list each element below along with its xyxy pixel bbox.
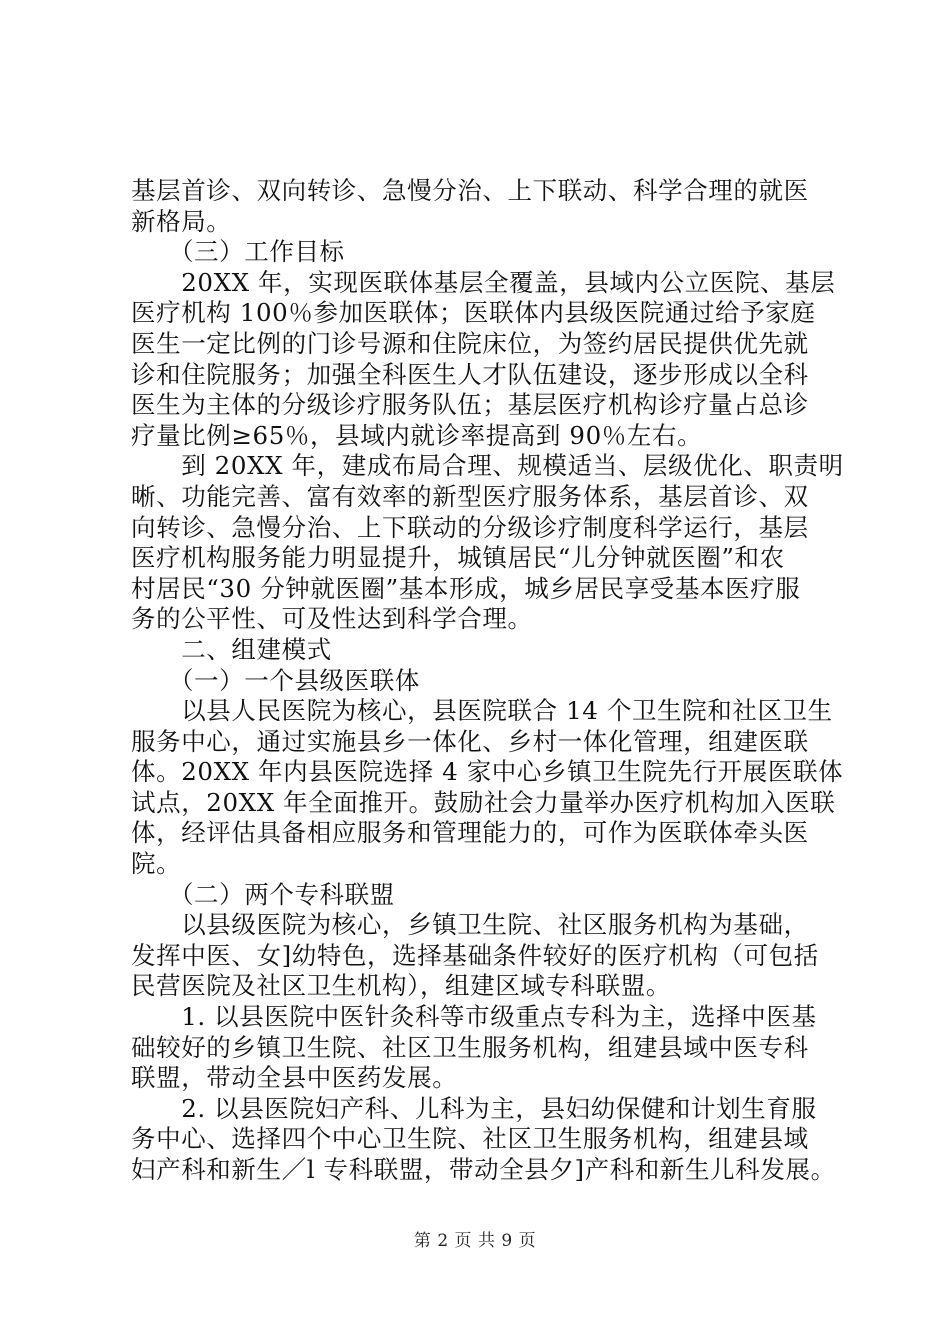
text-line: 到 20XX 年，建成布局合理、规模适当、层级优化、职责明 — [131, 451, 844, 481]
section-heading: 二、组建模式 — [131, 634, 332, 664]
text-line: 向转诊、急慢分治、上下联动的分级诊疗制度科学运行，基层 — [131, 512, 809, 542]
text-line: 体。20XX 年内县医院选择 4 家中心乡镇卫生院先行开展医联体 — [131, 757, 844, 787]
text-line: 妇产科和新生／l 专科联盟，带动全县夕]产科和新生儿科发展。 — [131, 1155, 836, 1184]
text-line: 村居民“30 分钟就医圈”基本形成，城乡居民享受基本医疗服 — [131, 573, 801, 603]
text-line: 以县人民医院为核心，县医院联合 14 个卫生院和社区卫生 — [131, 696, 833, 726]
text-line: 1. 以县医院中医针灸科等市级重点专科为主，选择中医基 — [131, 1002, 817, 1032]
text-line: 务中心、选择四个中心卫生院、社区卫生服务机构，组建县域 — [131, 1124, 809, 1154]
section-heading: （一）一个县级医联体 — [131, 665, 420, 695]
text-line: 新格局。 — [131, 206, 232, 236]
text-line: 联盟，带动全县中医药发展。 — [131, 1063, 458, 1093]
text-line: 医生一定比例的门诊号源和住院床位，为签约居民提供优先就 — [131, 328, 809, 358]
text-line: 发挥中医、女]幼特色，选择基础条件较好的医疗机构（可包括 — [131, 940, 819, 970]
text-line: 诊和住院服务；加强全科医生人才队伍建设，逐步形成以全科 — [131, 359, 809, 389]
text-line: 民营医院及社区卫生机构），组建区域专科联盟。 — [131, 971, 671, 1001]
section-heading: （三）工作目标 — [131, 237, 345, 267]
text-line: 院。 — [131, 849, 182, 879]
text-line: 晰、功能完善、富有效率的新型医疗服务体系，基层首诊、双 — [131, 481, 809, 511]
text-line: 2. 以县医院妇产科、儿科为主，县妇幼保健和计划生育服 — [131, 1093, 817, 1123]
body-text — [131, 176, 844, 1186]
text-line: 医疗机构 100％参加医联体；医联体内县级医院通过给予家庭 — [131, 298, 816, 328]
text-line: 疗量比例≥65％，县域内就诊率提高到 90％左右。 — [131, 420, 703, 450]
text-line: 体，经评估具备相应服务和管理能力的，可作为医联体牵头医 — [131, 818, 809, 848]
text-line: 务的公平性、可及性达到科学合理。 — [131, 604, 533, 634]
text-line: 医生为主体的分级诊疗服务队伍；基层医疗机构诊疗量占总诊 — [131, 390, 809, 420]
text-line: 础较好的乡镇卫生院、社区卫生服务机构，组建县域中医专科 — [131, 1032, 809, 1062]
text-line: 20XX 年，实现医联体基层全覆盖，县域内公立医院、基层 — [131, 267, 836, 297]
text-line: 以县级医院为核心，乡镇卫生院、社区服务机构为基础， — [131, 910, 809, 940]
section-heading: （二）两个专科联盟 — [131, 879, 395, 909]
text-line: 医疗机构服务能力明显提升，城镇居民“儿分钟就医圈”和农 — [131, 543, 785, 573]
text-line: 试点，20XX 年全面推开。鼓励社会力量举办医疗机构加入医联 — [131, 787, 836, 817]
text-line: 服务中心，通过实施县乡一体化、乡村一体化管理，组建医联 — [131, 726, 809, 756]
page-footer: 第 2 页 共 9 页 — [413, 1231, 537, 1251]
text-line: 基层首诊、双向转诊、急慢分治、上下联动、科学合理的就医 — [131, 176, 809, 205]
